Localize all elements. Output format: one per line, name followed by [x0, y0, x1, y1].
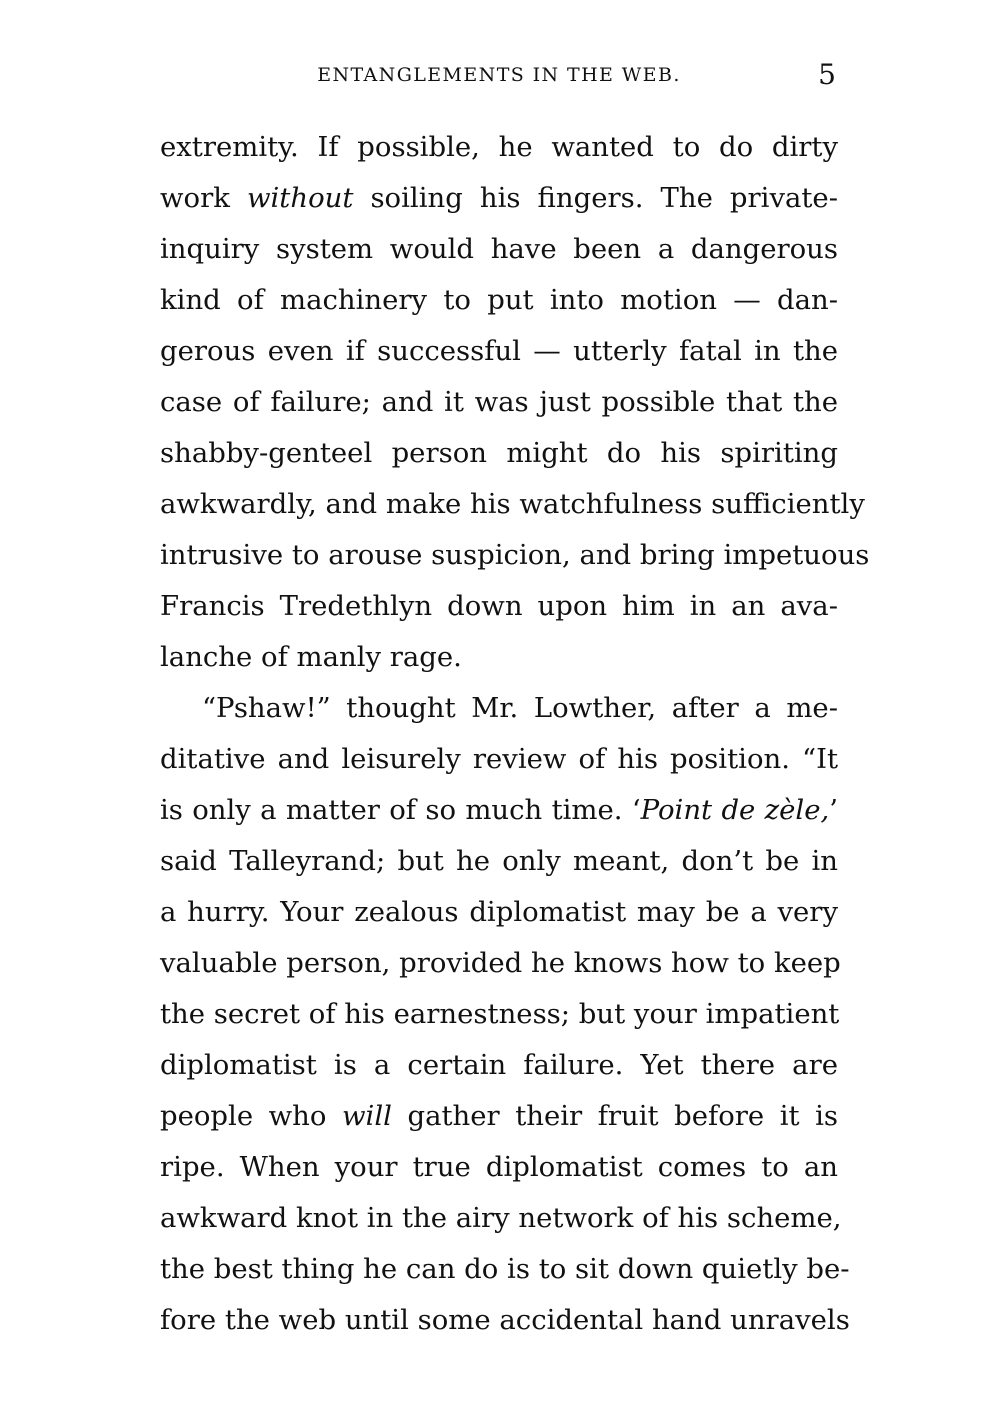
text-line: [160, 479, 865, 530]
text-segment: ’: [829, 794, 838, 826]
text-segment: Francis Tredethlyn down upon him in an ava-: [160, 590, 838, 622]
body-text: [160, 122, 870, 1346]
text-segment: diplomatist is a certain failure. Yet there are: [160, 1049, 838, 1081]
text-segment: gather their fruit before it is: [391, 1100, 838, 1132]
text-line: [160, 530, 870, 581]
text-segment: a hurry. Your zealous diplomatist may be a very: [160, 896, 838, 928]
text-line: [160, 377, 838, 428]
text-line: [160, 122, 838, 173]
text-segment: soiling his fingers. The private-: [353, 182, 838, 214]
text-line: [160, 1244, 850, 1295]
text-segment: the best thing he can do is to sit down quietly be-: [160, 1253, 850, 1285]
text-segment: extremity. If possible, he wanted to do dirty: [160, 131, 838, 163]
text-line: [160, 887, 838, 938]
text-line: [160, 734, 838, 785]
text-segment: inquiry system would have been a dangerous: [160, 233, 838, 265]
text-segment: is only a matter of so much time. ‘: [160, 794, 641, 826]
text-line: [160, 428, 838, 479]
text-segment: ditative and leisurely review of his position. “It: [160, 743, 838, 775]
text-segment: fore the web until some accidental hand unravels: [160, 1304, 850, 1336]
italic-text: will: [342, 1100, 392, 1132]
text-segment: lanche of manly rage.: [160, 641, 462, 673]
text-segment: case of failure; and it was just possible that the: [160, 386, 838, 418]
text-line: [160, 1091, 838, 1142]
text-segment: intrusive to arouse suspicion, and bring impetuous: [160, 539, 870, 571]
italic-text: without: [246, 182, 354, 214]
text-segment: kind of machinery to put into motion — dan-: [160, 284, 838, 316]
text-line: [160, 275, 838, 326]
text-segment: shabby-genteel person might do his spiriting: [160, 437, 838, 469]
text-line: [160, 836, 838, 887]
text-segment: gerous even if successful — utterly fatal in the: [160, 335, 838, 367]
text-line: [160, 1040, 838, 1091]
text-segment: awkward knot in the airy network of his scheme,: [160, 1202, 842, 1234]
text-segment: “Pshaw!” thought Mr. Lowther, after a me-: [202, 692, 838, 724]
italic-text: Point de zèle,: [640, 794, 830, 826]
text-segment: awkwardly, and make his watchfulness sufficiently: [160, 488, 865, 520]
text-line: [160, 1295, 850, 1346]
text-segment: the secret of his earnestness; but your impatient: [160, 998, 840, 1030]
text-line: [160, 632, 838, 683]
text-line: [160, 326, 838, 377]
text-line: [160, 785, 838, 836]
text-segment: valuable person, provided he knows how to keep: [160, 947, 841, 979]
page-number: 5: [818, 58, 836, 91]
text-line: [160, 581, 838, 632]
text-segment: people who: [160, 1100, 342, 1132]
text-line: [160, 224, 838, 275]
running-title: ENTANGLEMENTS IN THE WEB.: [317, 64, 681, 86]
text-segment: work: [160, 182, 247, 214]
text-line: [160, 938, 841, 989]
text-line: [160, 683, 838, 734]
text-segment: ripe. When your true diplomatist comes to an: [160, 1151, 838, 1183]
text-segment: said Talleyrand; but he only meant, don’t be in: [160, 845, 838, 877]
running-head: [160, 58, 838, 98]
text-line: [160, 173, 838, 224]
text-line: [160, 989, 838, 1040]
text-line: [160, 1142, 838, 1193]
text-line: [160, 1193, 842, 1244]
